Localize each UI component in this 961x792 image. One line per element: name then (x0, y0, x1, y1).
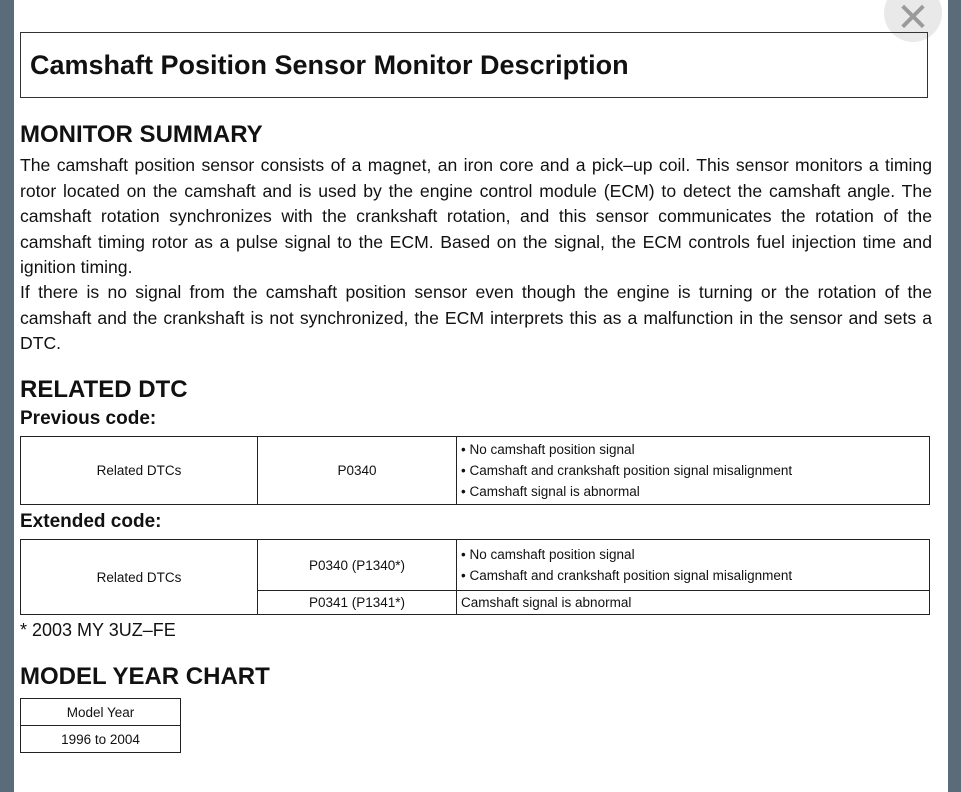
page-title: Camshaft Position Sensor Monitor Description (20, 32, 928, 98)
monitor-summary-paragraph-1: The camshaft position sensor consists of a magnet, an iron core and a pick–up coil. This sensor monitors a timing rotor located on the camshaft and is used by the engine control module (ECM) to detect the camshaft angle. The camshaft rotation synchronizes with the crankshaft rotation, and this sensor communicates the rotation of the camshaft timing rotor as a pulse signal to the ECM. Based on the signal, the ECM controls fuel injection time and ignition timing. (20, 155, 932, 277)
list-item: • No camshaft position signal (461, 547, 635, 562)
footnote: * 2003 MY 3UZ–FE (20, 620, 176, 640)
previous-row-label: Related DTCs (21, 437, 258, 505)
extended-row-label: Related DTCs (21, 540, 258, 615)
extended-desc-2: Camshaft signal is abnormal (457, 591, 930, 615)
previous-code-label: Previous code: (20, 408, 157, 429)
extended-code-1: P0340 (P1340*) (258, 540, 457, 591)
extended-code-table (20, 539, 930, 615)
list-item: • Camshaft and crankshaft position signal misalignment (461, 463, 793, 478)
list-item: • Camshaft signal is abnormal (461, 484, 640, 499)
model-year-chart-heading: MODEL YEAR CHART (20, 663, 270, 690)
model-year-value: 1996 to 2004 (21, 726, 181, 753)
extended-items-1 (457, 540, 930, 591)
previous-code: P0340 (258, 437, 457, 505)
list-item: • No camshaft position signal (461, 442, 635, 457)
monitor-summary-paragraph-2: If there is no signal from the camshaft position sensor even though the engine is turning or the rotation of the camshaft and the crankshaft is not synchronized, the ECM interprets this as a malfunction in the sensor and sets a DTC. (20, 282, 932, 353)
previous-code-table (20, 436, 930, 505)
extended-code-2: P0341 (P1341*) (258, 591, 457, 615)
close-icon: ✕ (896, 0, 930, 41)
extended-code-label: Extended code: (20, 511, 162, 532)
list-item: • Camshaft and crankshaft position signal misalignment (461, 568, 793, 583)
document-page (14, 0, 948, 792)
model-year-header: Model Year (21, 699, 181, 726)
related-dtc-heading: RELATED DTC (20, 376, 188, 403)
previous-items (457, 437, 930, 505)
monitor-summary-heading: MONITOR SUMMARY (20, 121, 263, 148)
model-year-table (20, 698, 181, 753)
